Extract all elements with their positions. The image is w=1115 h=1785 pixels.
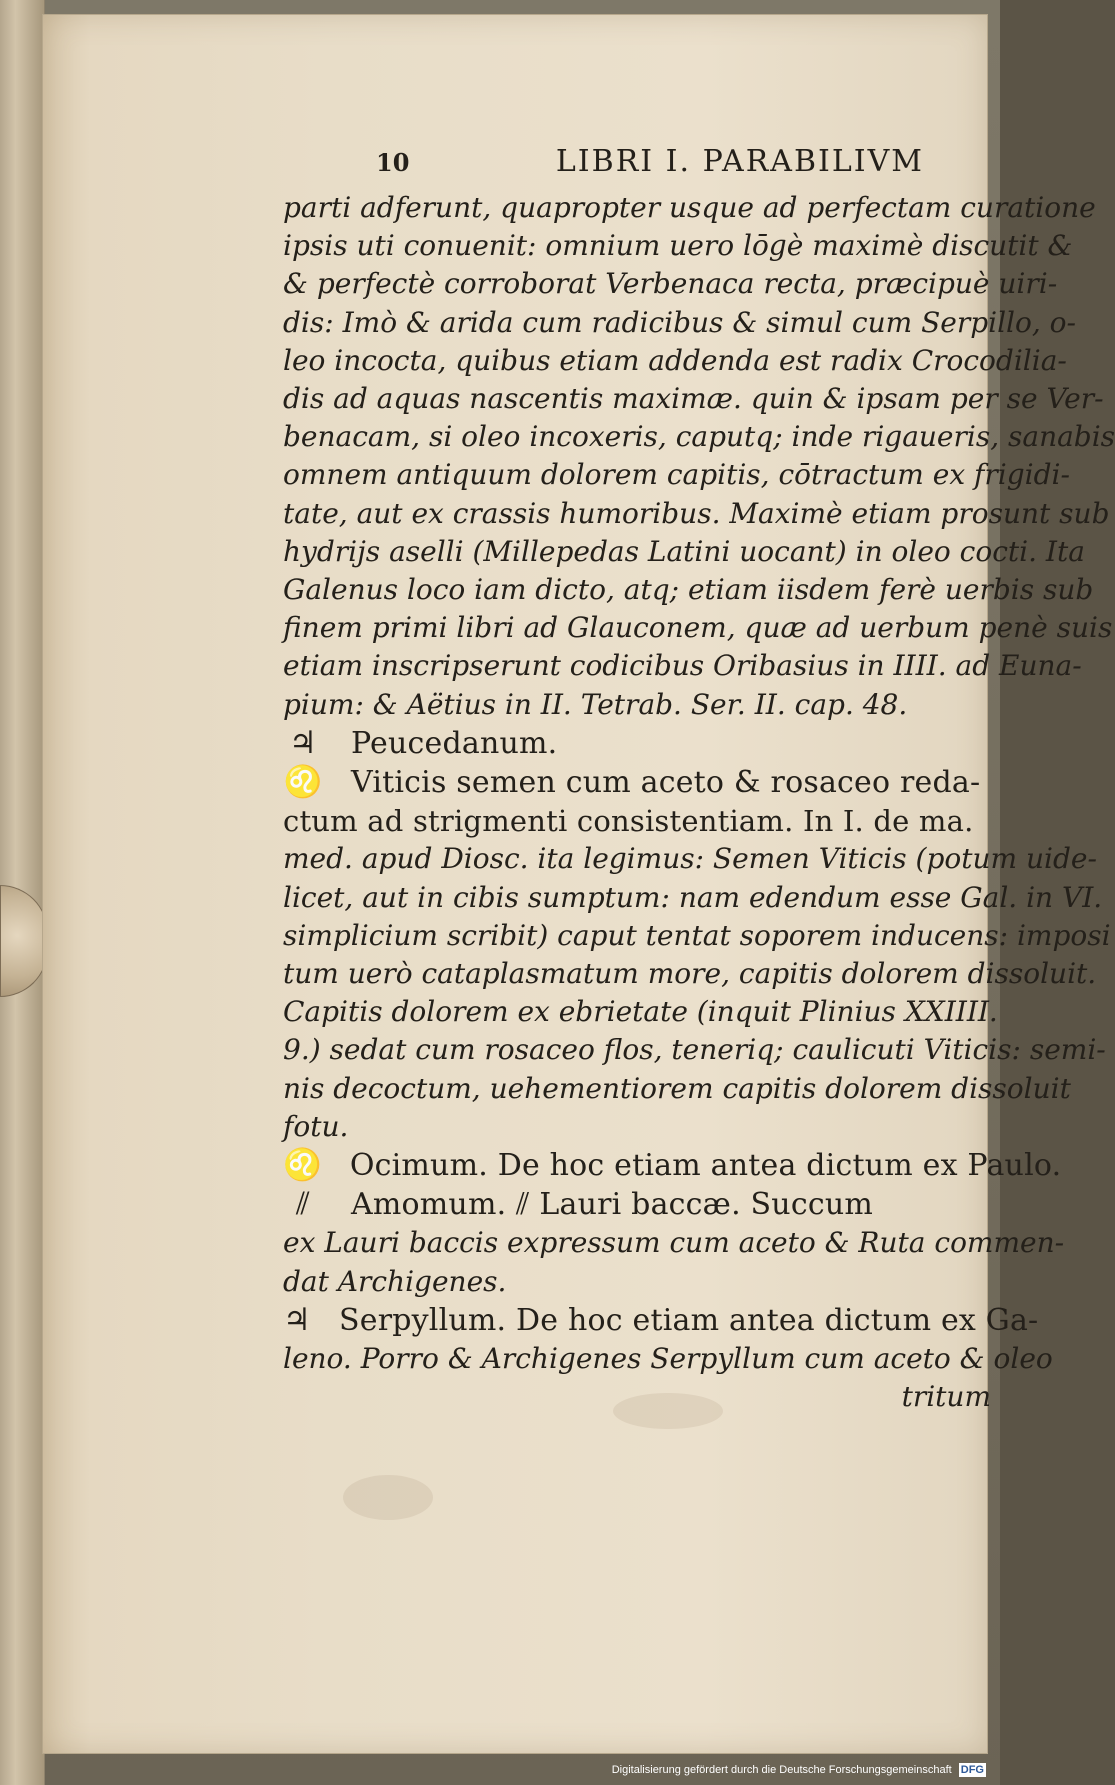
entry-line: licet, aut in cibis sumptum: nam edendum esse Gal. in VI.	[283, 880, 1103, 914]
text-line: Galenus loco iam dicto, atq; etiam iisdem ferè uerbis sub	[283, 573, 1094, 607]
entry-line: dat Archigenes.	[283, 1264, 507, 1298]
entry-line	[283, 1185, 1011, 1224]
entry-text: Ocimum. De hoc etiam antea dictum ex Paulo.	[349, 1148, 1062, 1184]
catchword: tritum	[901, 1380, 991, 1414]
entry-line: Capitis dolorem ex ebrietate (inquit Plinius XXIIII.	[283, 995, 998, 1029]
text-line: dis ad aquas nascentis maximæ. quin & ipsam per se Ver-	[283, 382, 1104, 416]
text-line: ipsis uti conuenit: omnium uero lōgè maximè discutit &	[283, 229, 1073, 263]
text-line: etiam inscripserunt codicibus Oribasius in IIII. ad Euna-	[283, 649, 1082, 683]
page-text	[283, 143, 1115, 1417]
text-line: finem primi libri ad Glauconem, quæ ad uerbum penè suis	[283, 611, 1113, 645]
entry-line: leno. Porro & Archigenes Serpyllum cum aceto & oleo	[283, 1342, 1053, 1376]
book-page	[42, 14, 1115, 1754]
entry-peucedanum	[283, 724, 1011, 763]
text-line: benacam, si oleo incoxeris, caputq; inde rigaueris, sanabis	[283, 420, 1115, 454]
page-number: 10	[376, 148, 410, 177]
astrological-symbol-icon: ♃	[283, 1301, 311, 1338]
entry-serpyllum	[283, 1301, 1053, 1378]
entry-text: Serpyllum. De hoc etiam antea dictum ex Ga-	[339, 1302, 1039, 1338]
paper-stain	[343, 1475, 433, 1520]
entry-line	[283, 763, 1011, 802]
entry-line: simplicium scribit) caput tentat soporem inducens: imposi	[283, 918, 1111, 952]
astrological-symbol-icon: ♌	[283, 764, 323, 801]
entry-line	[283, 1146, 1062, 1185]
entry-line	[283, 724, 1011, 763]
astrological-symbol-icon: ♌	[283, 1147, 322, 1184]
text-line: & perfectè corroborat Verbenaca recta, præcipuè uiri-	[283, 267, 1058, 301]
entry-line: ctum ad strigmenti consistentiam. In I. de ma.	[283, 804, 974, 839]
text-line: pium: & Aëtius in II. Tetrab. Ser. II. cap. 48.	[283, 687, 908, 721]
entry-line	[283, 1301, 1039, 1340]
text-line: leo incocta, quibus etiam addenda est radix Crocodilia-	[283, 343, 1067, 377]
text-line: hydrijs aselli (Millepedas Latini uocant) in oleo cocti. Ita	[283, 534, 1085, 568]
page-header	[376, 143, 924, 189]
entry-line: fotu.	[283, 1109, 349, 1143]
astrological-symbol-icon: ♃	[289, 724, 317, 761]
entry-line: tum uerò cataplasmatum more, capitis dolorem dissoluit.	[283, 957, 1097, 991]
text-line: omnem antiquum dolorem capitis, cōtractum ex frigidi-	[283, 458, 1070, 492]
text-line: parti adferunt, quapropter usque ad perfectam curatione	[283, 191, 1096, 224]
entry-text: Peucedanum.	[351, 725, 558, 761]
entry-amomum	[283, 1185, 1065, 1301]
entry-text: Viticis semen cum aceto & rosaceo reda-	[351, 765, 981, 801]
entry-line: nis decoctum, uehementiorem capitis dolorem dissoluit	[283, 1071, 1071, 1105]
entry-line: ex Lauri baccis expressum cum aceto & Ruta commen-	[283, 1226, 1065, 1260]
text-line: tate, aut ex crassis humoribus. Maximè etiam prosunt sub	[283, 496, 1110, 530]
double-slash-mark-icon: ⫽	[295, 1186, 311, 1223]
text-line: dis: Imò & arida cum radicibus & simul cum Serpillo, o-	[283, 305, 1076, 339]
digitization-note: Digitalisierung gefördert durch die Deutsche Forschungsgemeinschaft	[611, 1764, 952, 1776]
entry-text: Amomum. ⫽ Lauri baccæ. Succum	[351, 1187, 873, 1223]
entry-ocimum	[283, 1146, 1062, 1185]
running-head: LIBRI I. PARABILIVM	[555, 144, 924, 179]
dfg-badge: DFG	[960, 1764, 984, 1776]
entry-line: med. apud Diosc. ita legimus: Semen Viticis (potum uide-	[283, 842, 1097, 876]
digitization-footer	[612, 1763, 986, 1777]
opening-paragraph	[283, 189, 1115, 724]
entry-viticis	[283, 763, 1111, 1146]
entry-line: 9.) sedat cum rosaceo flos, teneriq; caulicuti Viticis: semi-	[283, 1033, 1106, 1067]
